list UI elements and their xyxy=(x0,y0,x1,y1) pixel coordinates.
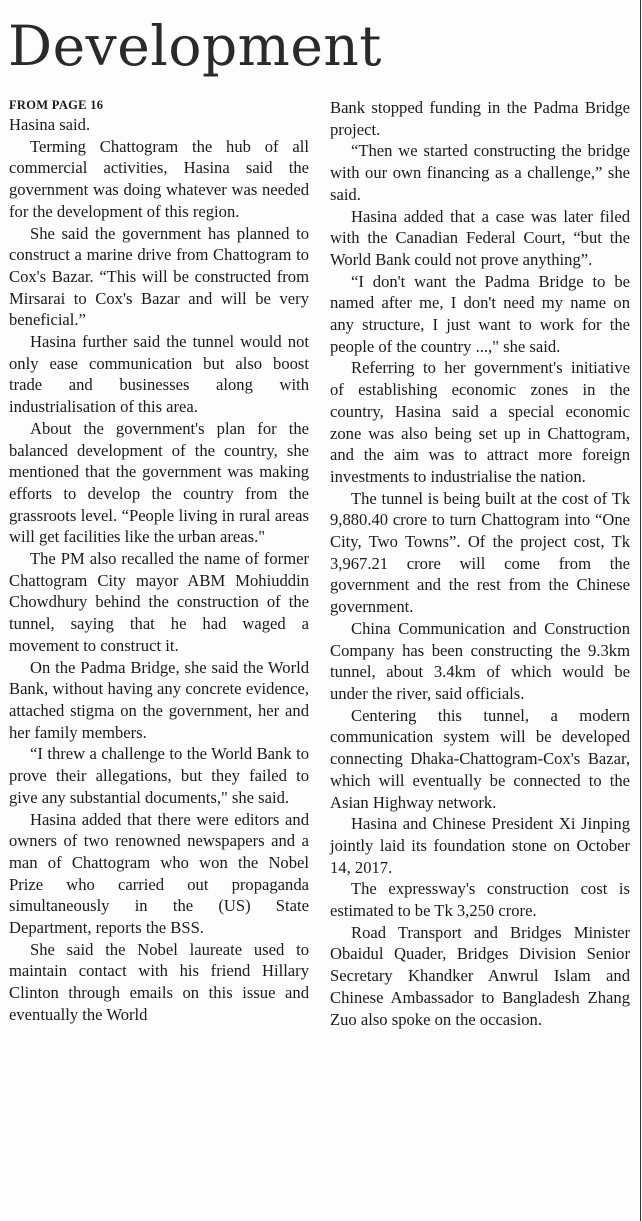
paragraph: Terming Chattogram the hub of all commercial activities, Hasina said the government was doing whatever was needed for the development of this region. xyxy=(9,136,309,221)
paragraph: “Then we started constructing the bridge with our own financing as a challenge,” she said. xyxy=(330,141,630,204)
left-column xyxy=(9,97,309,1026)
paragraph: “I don't want the Padma Bridge to be named after me, I don't need my name on any structure, I just want to work for the people of the country ...," she said. xyxy=(330,271,630,356)
headline: Development xyxy=(8,14,382,78)
paragraph: Hasina said. xyxy=(9,115,91,134)
page-edge-rule xyxy=(640,0,642,1221)
continuation-kicker: FROM PAGE 16 xyxy=(9,98,104,112)
paragraph: Referring to her government's initiative of establishing economic zones in the country, Hasina said a special economic zone was also being set up in Chattogram, and the aim was to attract more foreign investments to industrialise the nation. xyxy=(330,358,630,486)
paragraph: She said the Nobel laureate used to maintain contact with his friend Hillary Clinton through emails on this issue and eventually the World xyxy=(9,939,309,1024)
paragraph: Bank stopped funding in the Padma Bridge project. xyxy=(330,98,630,139)
paragraph: Hasina added that there were editors and owners of two renowned newspapers and a man of Chattogram who won the Nobel Prize who carried out propaganda simultaneously in the (US) State Department, reports the BSS. xyxy=(9,809,309,938)
paragraph: Hasina added that a case was later filed with the Canadian Federal Court, “but the World Bank could not prove anything”. xyxy=(330,206,630,269)
paragraph: Hasina and Chinese President Xi Jinping jointly laid its foundation stone on October 14, 2017. xyxy=(330,814,630,877)
paragraph: On the Padma Bridge, she said the World Bank, without having any concrete evidence, attached stigma on the government, her and her family members. xyxy=(9,657,309,742)
right-column xyxy=(330,97,630,1030)
paragraph: The expressway's construction cost is estimated to be Tk 3,250 crore. xyxy=(330,879,630,921)
paragraph: China Communication and Construction Company has been constructing the 9.3km tunnel, about 3.4km of which would be under the river, said officials. xyxy=(330,618,630,703)
paragraph: About the government's plan for the balanced development of the country, she mentioned that the government was making efforts to develop the country from the grassroots level. “People living in rural areas will get facilities like the urban areas." xyxy=(9,418,309,547)
paragraph: “I threw a challenge to the World Bank to prove their allegations, but they failed to give any substantial documents," she said. xyxy=(9,744,309,807)
paragraph: She said the government has planned to construct a marine drive from Chattogram to Cox's Bazar. “This will be constructed from Mirsarai to Cox's Bazar and will be very beneficial.” xyxy=(9,223,309,330)
paragraph: The PM also recalled the name of former Chattogram City mayor ABM Mohiuddin Chowdhury behind the construction of the tunnel, saying that he had waged a movement to construct it. xyxy=(9,549,309,655)
paragraph: The tunnel is being built at the cost of Tk 9,880.40 crore to turn Chattogram into “One City, Two Towns”. Of the project cost, Tk 3,967.21 crore will come from the government and the rest from the Chinese government. xyxy=(330,488,630,617)
paragraph: Centering this tunnel, a modern communication system will be developed connecting Dhaka-Chattogram-Cox's Bazar, which will eventually be connected to the Asian Highway network. xyxy=(330,705,630,812)
paragraph: Road Transport and Bridges Minister Obaidul Quader, Bridges Division Senior Secretary Khandker Anwrul Islam and Chinese Ambassador to Bangladesh Zhang Zuo also spoke on the occasion. xyxy=(330,922,630,1029)
paragraph: Hasina further said the tunnel would not only ease communication but also boost trade and businesses along with industrialisation of this area. xyxy=(9,332,309,417)
